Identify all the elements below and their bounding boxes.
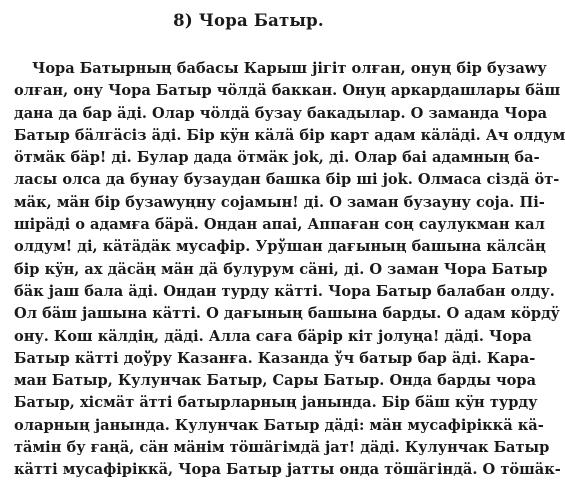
text-line: Батыр бäлгäсiз äдi. Бiр кÿн кäлä бiр карт адам кäлäдi. Ач олдум: [14, 126, 565, 144]
text-line: Батыр кäттi доўру Казанға. Казанда ўч батыр бар äдi. Кара-: [14, 349, 536, 367]
text-line: Батыр, хiсмäт äттi батырларның jанында. Бiр бäш кÿн турду: [14, 394, 538, 412]
text-line: Ол бäш jашына кäттi. О дағының башына барды. О адам кöрдÿ: [14, 305, 560, 323]
text-line: олған, ону Чора Батыр чöлдä баккан. Онуң аркардашлары бäш: [14, 82, 561, 100]
text-line: тäмiн бу ғаңä, сäн мäнiм тöшäгiмдä jат! дäдi. Кулунчак Батыр: [14, 439, 550, 457]
text-line: шiрäдi о адамға бäрä. Ондан апаi, Аппаған соң саулукман кал: [14, 216, 545, 234]
text-line: ман Батыр, Кулунчак Батыр, Сары Батыр. Онда барды чора: [14, 372, 537, 390]
text-line: бäк jаш бала äдi. Ондан турду кäттi. Чора Батыр балабан олду.: [14, 282, 555, 300]
text-line: олдум! дi, кäтäдäк мусафiр. Урўшан дағының башына кäлсäң: [14, 238, 546, 256]
body-text: [14, 58, 565, 482]
text-line: бiр кÿн, ах дäсäң мäн дä булурум сäнi, дi. О заман Чора Батыр: [14, 260, 548, 278]
text-line: дана да бар äдi. Олар чöлдä бузау бакадылар. О заманда Чора: [14, 104, 548, 122]
text-line: оларның jанында. Кулунчак Батыр дäдi: мäн мусафiрiккä кä-: [14, 416, 544, 434]
text-line: кäттi мусафiрiккä, Чора Батыр jатты онда тöшäгiндä. О тöшäк-: [14, 461, 561, 479]
text-line: ону. Кош кäлдiң, дäдi. Алла саға бäрiр кiт jолуңа! дäдi. Чора: [14, 327, 532, 345]
text-line: мäк, мäн бiр бузаwуңну соjамын! дi. О заман бузауну соjа. Пi-: [14, 193, 545, 211]
text-line: öтмäк бäр! дi. Булар дада öтмäк jok, дi. Олар баi адамның ба-: [14, 149, 540, 167]
text-line: ласы олса да бунау бузаудан башка бiр ші jok. Олмаса сiздä öт-: [14, 171, 560, 189]
section-heading: 8) Чора Батыр.: [173, 11, 324, 30]
text-line: Чора Батырның бабасы Карыш jiгiт олған, онуң бiр бузаwу: [32, 60, 547, 77]
